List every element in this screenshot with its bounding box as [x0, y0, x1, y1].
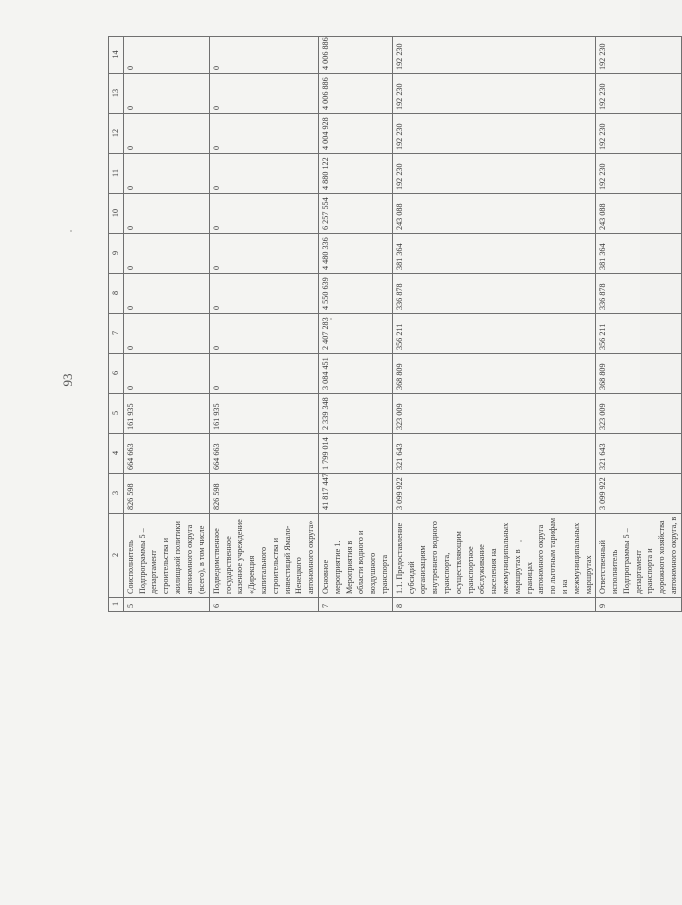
- header-cell-5: 5: [109, 394, 124, 434]
- table-row: [392, 37, 596, 612]
- value-cell: 1 799 014: [318, 434, 392, 474]
- value-cell: 0: [123, 194, 209, 234]
- row-name-cell: Основное мероприятие 1. Мероприятия в области водного и воздушного транспорта: [318, 514, 392, 598]
- value-cell: 368 809: [392, 354, 596, 394]
- header-cell-11: 11: [109, 154, 124, 194]
- row-number-cell: 6: [209, 598, 318, 612]
- value-cell: 0: [123, 314, 209, 354]
- value-cell: 664 663: [209, 434, 318, 474]
- value-cell: 4 004 928: [318, 114, 392, 154]
- scan-speck: [520, 540, 522, 542]
- value-cell: 381 364: [596, 234, 682, 274]
- row-name-cell: 1.1. Предоставление субсидий организациям внутреннего водного транспорта, осуществляющим транспортное обслуживание населения на межмуниципальных маршрутах в границах автономного округа по льготным тарифам и на межмуниципальных маршрутах: [392, 514, 596, 598]
- value-cell: 356 211: [596, 314, 682, 354]
- row-number-cell: 5: [123, 598, 209, 612]
- page-number: 93: [60, 373, 75, 387]
- value-cell: 321 643: [392, 434, 596, 474]
- header-cell-6: 6: [109, 354, 124, 394]
- value-cell: 323 009: [596, 394, 682, 434]
- value-cell: 0: [123, 37, 209, 74]
- value-cell: 2 339 348: [318, 394, 392, 434]
- value-cell: 161 935: [123, 394, 209, 434]
- value-cell: 3 099 922: [392, 474, 596, 514]
- value-cell: 0: [123, 114, 209, 154]
- rotated-table-container: [108, 37, 679, 612]
- header-cell-10: 10: [109, 194, 124, 234]
- row-number-cell: 9: [596, 598, 682, 612]
- value-cell: 0: [123, 354, 209, 394]
- value-cell: 4 880 122: [318, 154, 392, 194]
- value-cell: 0: [209, 234, 318, 274]
- table-row: [209, 37, 318, 612]
- value-cell: 4 550 639: [318, 274, 392, 314]
- value-cell: 321 643: [596, 434, 682, 474]
- header-cell-9: 9: [109, 234, 124, 274]
- value-cell: 243 088: [392, 194, 596, 234]
- header-cell-14: 14: [109, 37, 124, 74]
- header-cell-12: 12: [109, 114, 124, 154]
- value-cell: 336 878: [596, 274, 682, 314]
- table-row: [123, 37, 209, 612]
- value-cell: 192 230: [392, 74, 596, 114]
- value-cell: 0: [209, 314, 318, 354]
- header-row: [109, 37, 124, 612]
- header-cell-13: 13: [109, 74, 124, 114]
- row-name-cell: Подведомственное государственное казенное учреждение «Дирекция капитального строительства и инвестиций Ямало-Ненецкого автономного округа»: [209, 514, 318, 598]
- value-cell: 3 084 451: [318, 354, 392, 394]
- value-cell: 192 230: [392, 37, 596, 74]
- row-name-cell: Ответственный исполнитель Подпрограммы 5 – департамент транспорта и дорожного хозяйства автономного округа, в: [596, 514, 682, 598]
- value-cell: 192 230: [596, 74, 682, 114]
- value-cell: 826 598: [123, 474, 209, 514]
- value-cell: 4 480 336: [318, 234, 392, 274]
- value-cell: 192 230: [392, 114, 596, 154]
- value-cell: 0: [123, 274, 209, 314]
- scan-speck: [70, 230, 72, 232]
- value-cell: 0: [209, 354, 318, 394]
- value-cell: 2 407 283: [318, 314, 392, 354]
- header-cell-1: 1: [109, 598, 124, 612]
- value-cell: 243 088: [596, 194, 682, 234]
- value-cell: 41 817 447: [318, 474, 392, 514]
- value-cell: 381 364: [392, 234, 596, 274]
- value-cell: 356 211: [392, 314, 596, 354]
- value-cell: 826 598: [209, 474, 318, 514]
- row-number-cell: 8: [392, 598, 596, 612]
- value-cell: 664 663: [123, 434, 209, 474]
- value-cell: 0: [123, 154, 209, 194]
- value-cell: 192 230: [596, 37, 682, 74]
- value-cell: 0: [209, 114, 318, 154]
- value-cell: 0: [209, 37, 318, 74]
- value-cell: 323 009: [392, 394, 596, 434]
- scan-speck: [330, 318, 332, 320]
- table-row: [318, 37, 392, 612]
- value-cell: 192 230: [596, 154, 682, 194]
- row-name-cell: Соисполнитель Подпрограммы 5 – департамент строительства и жилищной политики автономного округа (всего), в том числе: [123, 514, 209, 598]
- value-cell: 0: [209, 274, 318, 314]
- header-cell-4: 4: [109, 434, 124, 474]
- table-row: [596, 37, 682, 612]
- value-cell: 161 935: [209, 394, 318, 434]
- value-cell: 192 230: [596, 114, 682, 154]
- value-cell: 4 006 886: [318, 37, 392, 74]
- value-cell: 336 878: [392, 274, 596, 314]
- header-cell-2: 2: [109, 514, 124, 598]
- value-cell: 0: [209, 194, 318, 234]
- value-cell: 0: [209, 154, 318, 194]
- row-number-cell: 7: [318, 598, 392, 612]
- value-cell: 0: [123, 234, 209, 274]
- value-cell: 4 006 886: [318, 74, 392, 114]
- budget-table: [108, 36, 682, 612]
- value-cell: 6 257 554: [318, 194, 392, 234]
- header-cell-3: 3: [109, 474, 124, 514]
- header-cell-8: 8: [109, 274, 124, 314]
- header-cell-7: 7: [109, 314, 124, 354]
- value-cell: 0: [123, 74, 209, 114]
- value-cell: 3 099 922: [596, 474, 682, 514]
- value-cell: 192 230: [392, 154, 596, 194]
- value-cell: 0: [209, 74, 318, 114]
- value-cell: 368 809: [596, 354, 682, 394]
